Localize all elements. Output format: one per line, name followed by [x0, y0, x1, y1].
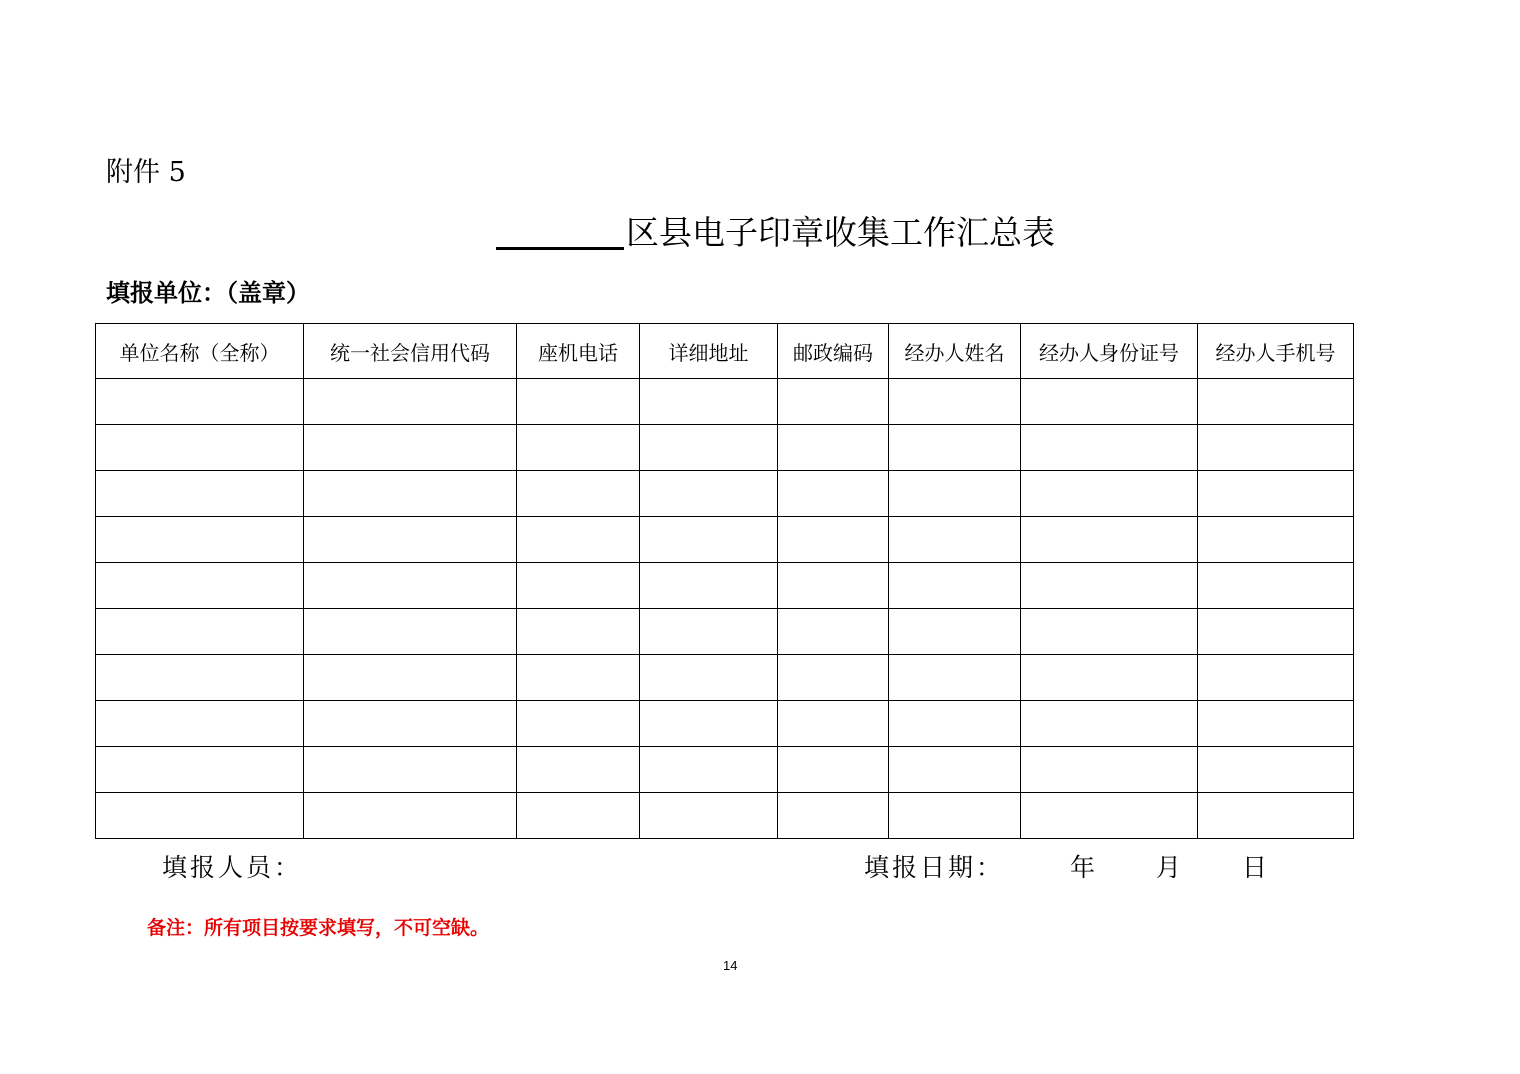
table-cell[interactable]: [1021, 609, 1198, 655]
table-cell[interactable]: [304, 425, 517, 471]
table-cell[interactable]: [640, 609, 778, 655]
table-row: [96, 655, 1354, 701]
table-header-row: [96, 324, 1354, 379]
table-cell[interactable]: [889, 517, 1021, 563]
table-cell[interactable]: [889, 747, 1021, 793]
table-cell[interactable]: [889, 471, 1021, 517]
header-postcode: 邮政编码: [778, 324, 889, 379]
table-cell[interactable]: [1198, 471, 1354, 517]
table-cell[interactable]: [517, 609, 640, 655]
table-cell[interactable]: [778, 425, 889, 471]
table-cell[interactable]: [778, 701, 889, 747]
table-cell[interactable]: [517, 747, 640, 793]
table-cell[interactable]: [778, 747, 889, 793]
table-cell[interactable]: [640, 471, 778, 517]
table-cell[interactable]: [778, 563, 889, 609]
table-cell[interactable]: [96, 563, 304, 609]
table-cell[interactable]: [640, 563, 778, 609]
table-cell[interactable]: [517, 563, 640, 609]
table-cell[interactable]: [640, 655, 778, 701]
table-cell[interactable]: [889, 793, 1021, 839]
table-cell[interactable]: [1198, 701, 1354, 747]
table-row: [96, 701, 1354, 747]
header-unit-name: 单位名称（全称）: [96, 324, 304, 379]
table-cell[interactable]: [1021, 747, 1198, 793]
table-row: [96, 517, 1354, 563]
table-cell[interactable]: [640, 747, 778, 793]
table-cell[interactable]: [304, 563, 517, 609]
date-year-label: 年: [1070, 853, 1099, 882]
table-cell[interactable]: [96, 425, 304, 471]
page-number: 14: [723, 958, 738, 973]
header-credit-code: 统一社会信用代码: [304, 324, 517, 379]
table-cell[interactable]: [640, 793, 778, 839]
date-day-label: 日: [1242, 853, 1271, 882]
table-cell[interactable]: [1198, 425, 1354, 471]
table-cell[interactable]: [96, 655, 304, 701]
remark-note: 备注：所有项目按要求填写，不可空缺。: [147, 917, 490, 939]
table-cell[interactable]: [304, 793, 517, 839]
table-cell[interactable]: [1021, 471, 1198, 517]
table-cell[interactable]: [640, 425, 778, 471]
table-cell[interactable]: [96, 701, 304, 747]
header-handler-mobile: 经办人手机号: [1198, 324, 1354, 379]
table-cell[interactable]: [1021, 563, 1198, 609]
header-address: 详细地址: [640, 324, 778, 379]
table-cell[interactable]: [304, 471, 517, 517]
table-cell[interactable]: [1198, 793, 1354, 839]
table-cell[interactable]: [778, 471, 889, 517]
table-cell[interactable]: [778, 379, 889, 425]
table-cell[interactable]: [778, 517, 889, 563]
table-cell[interactable]: [778, 609, 889, 655]
header-handler-id: 经办人身份证号: [1021, 324, 1198, 379]
table-cell[interactable]: [517, 655, 640, 701]
header-handler-name: 经办人姓名: [889, 324, 1021, 379]
table-cell[interactable]: [96, 517, 304, 563]
table-cell[interactable]: [1198, 747, 1354, 793]
header-landline: 座机电话: [517, 324, 640, 379]
table-row: [96, 471, 1354, 517]
table-cell[interactable]: [517, 471, 640, 517]
table-cell[interactable]: [640, 517, 778, 563]
table-cell[interactable]: [1021, 793, 1198, 839]
table-cell[interactable]: [1021, 701, 1198, 747]
table-cell[interactable]: [517, 379, 640, 425]
table-row: [96, 425, 1354, 471]
table-cell[interactable]: [640, 379, 778, 425]
table-cell[interactable]: [889, 609, 1021, 655]
table-cell[interactable]: [1021, 655, 1198, 701]
table-cell[interactable]: [778, 655, 889, 701]
summary-table: [95, 323, 1354, 839]
table-row: [96, 609, 1354, 655]
date-month-label: 月: [1156, 853, 1185, 882]
table-cell[interactable]: [640, 701, 778, 747]
table-cell[interactable]: [96, 793, 304, 839]
table-cell[interactable]: [889, 425, 1021, 471]
attachment-label: 附件 5: [106, 157, 186, 188]
page-title: [496, 210, 1055, 256]
table-cell[interactable]: [304, 655, 517, 701]
table-cell[interactable]: [1198, 655, 1354, 701]
table-cell[interactable]: [889, 701, 1021, 747]
table-row: [96, 563, 1354, 609]
table-cell[interactable]: [96, 609, 304, 655]
table-cell[interactable]: [304, 517, 517, 563]
table-row: [96, 747, 1354, 793]
table-cell[interactable]: [517, 793, 640, 839]
table-cell[interactable]: [778, 793, 889, 839]
filler-label: 填报人员：: [162, 853, 303, 882]
fill-date-label: 填报日期：: [864, 853, 1005, 882]
table-cell[interactable]: [889, 563, 1021, 609]
table-cell[interactable]: [96, 471, 304, 517]
table-cell[interactable]: [1021, 379, 1198, 425]
table-cell[interactable]: [1198, 517, 1354, 563]
table-cell[interactable]: [1198, 609, 1354, 655]
table-cell[interactable]: [96, 747, 304, 793]
table-cell[interactable]: [304, 747, 517, 793]
table-row: [96, 793, 1354, 839]
fill-unit-label: 填报单位：（盖章）: [106, 279, 310, 307]
table-cell[interactable]: [304, 609, 517, 655]
table-row: [96, 379, 1354, 425]
table-cell[interactable]: [517, 425, 640, 471]
table-cell[interactable]: [304, 701, 517, 747]
district-blank-line[interactable]: [496, 213, 624, 250]
table-cell[interactable]: [517, 517, 640, 563]
table-cell[interactable]: [1021, 517, 1198, 563]
title-text: 区县电子印章收集工作汇总表: [626, 213, 1055, 252]
table-cell[interactable]: [889, 655, 1021, 701]
table-cell[interactable]: [1198, 563, 1354, 609]
table-cell[interactable]: [304, 379, 517, 425]
table-cell[interactable]: [517, 701, 640, 747]
fill-date: [864, 851, 1270, 885]
table-cell[interactable]: [889, 379, 1021, 425]
table-cell[interactable]: [96, 379, 304, 425]
table-cell[interactable]: [1198, 379, 1354, 425]
table-cell[interactable]: [1021, 425, 1198, 471]
